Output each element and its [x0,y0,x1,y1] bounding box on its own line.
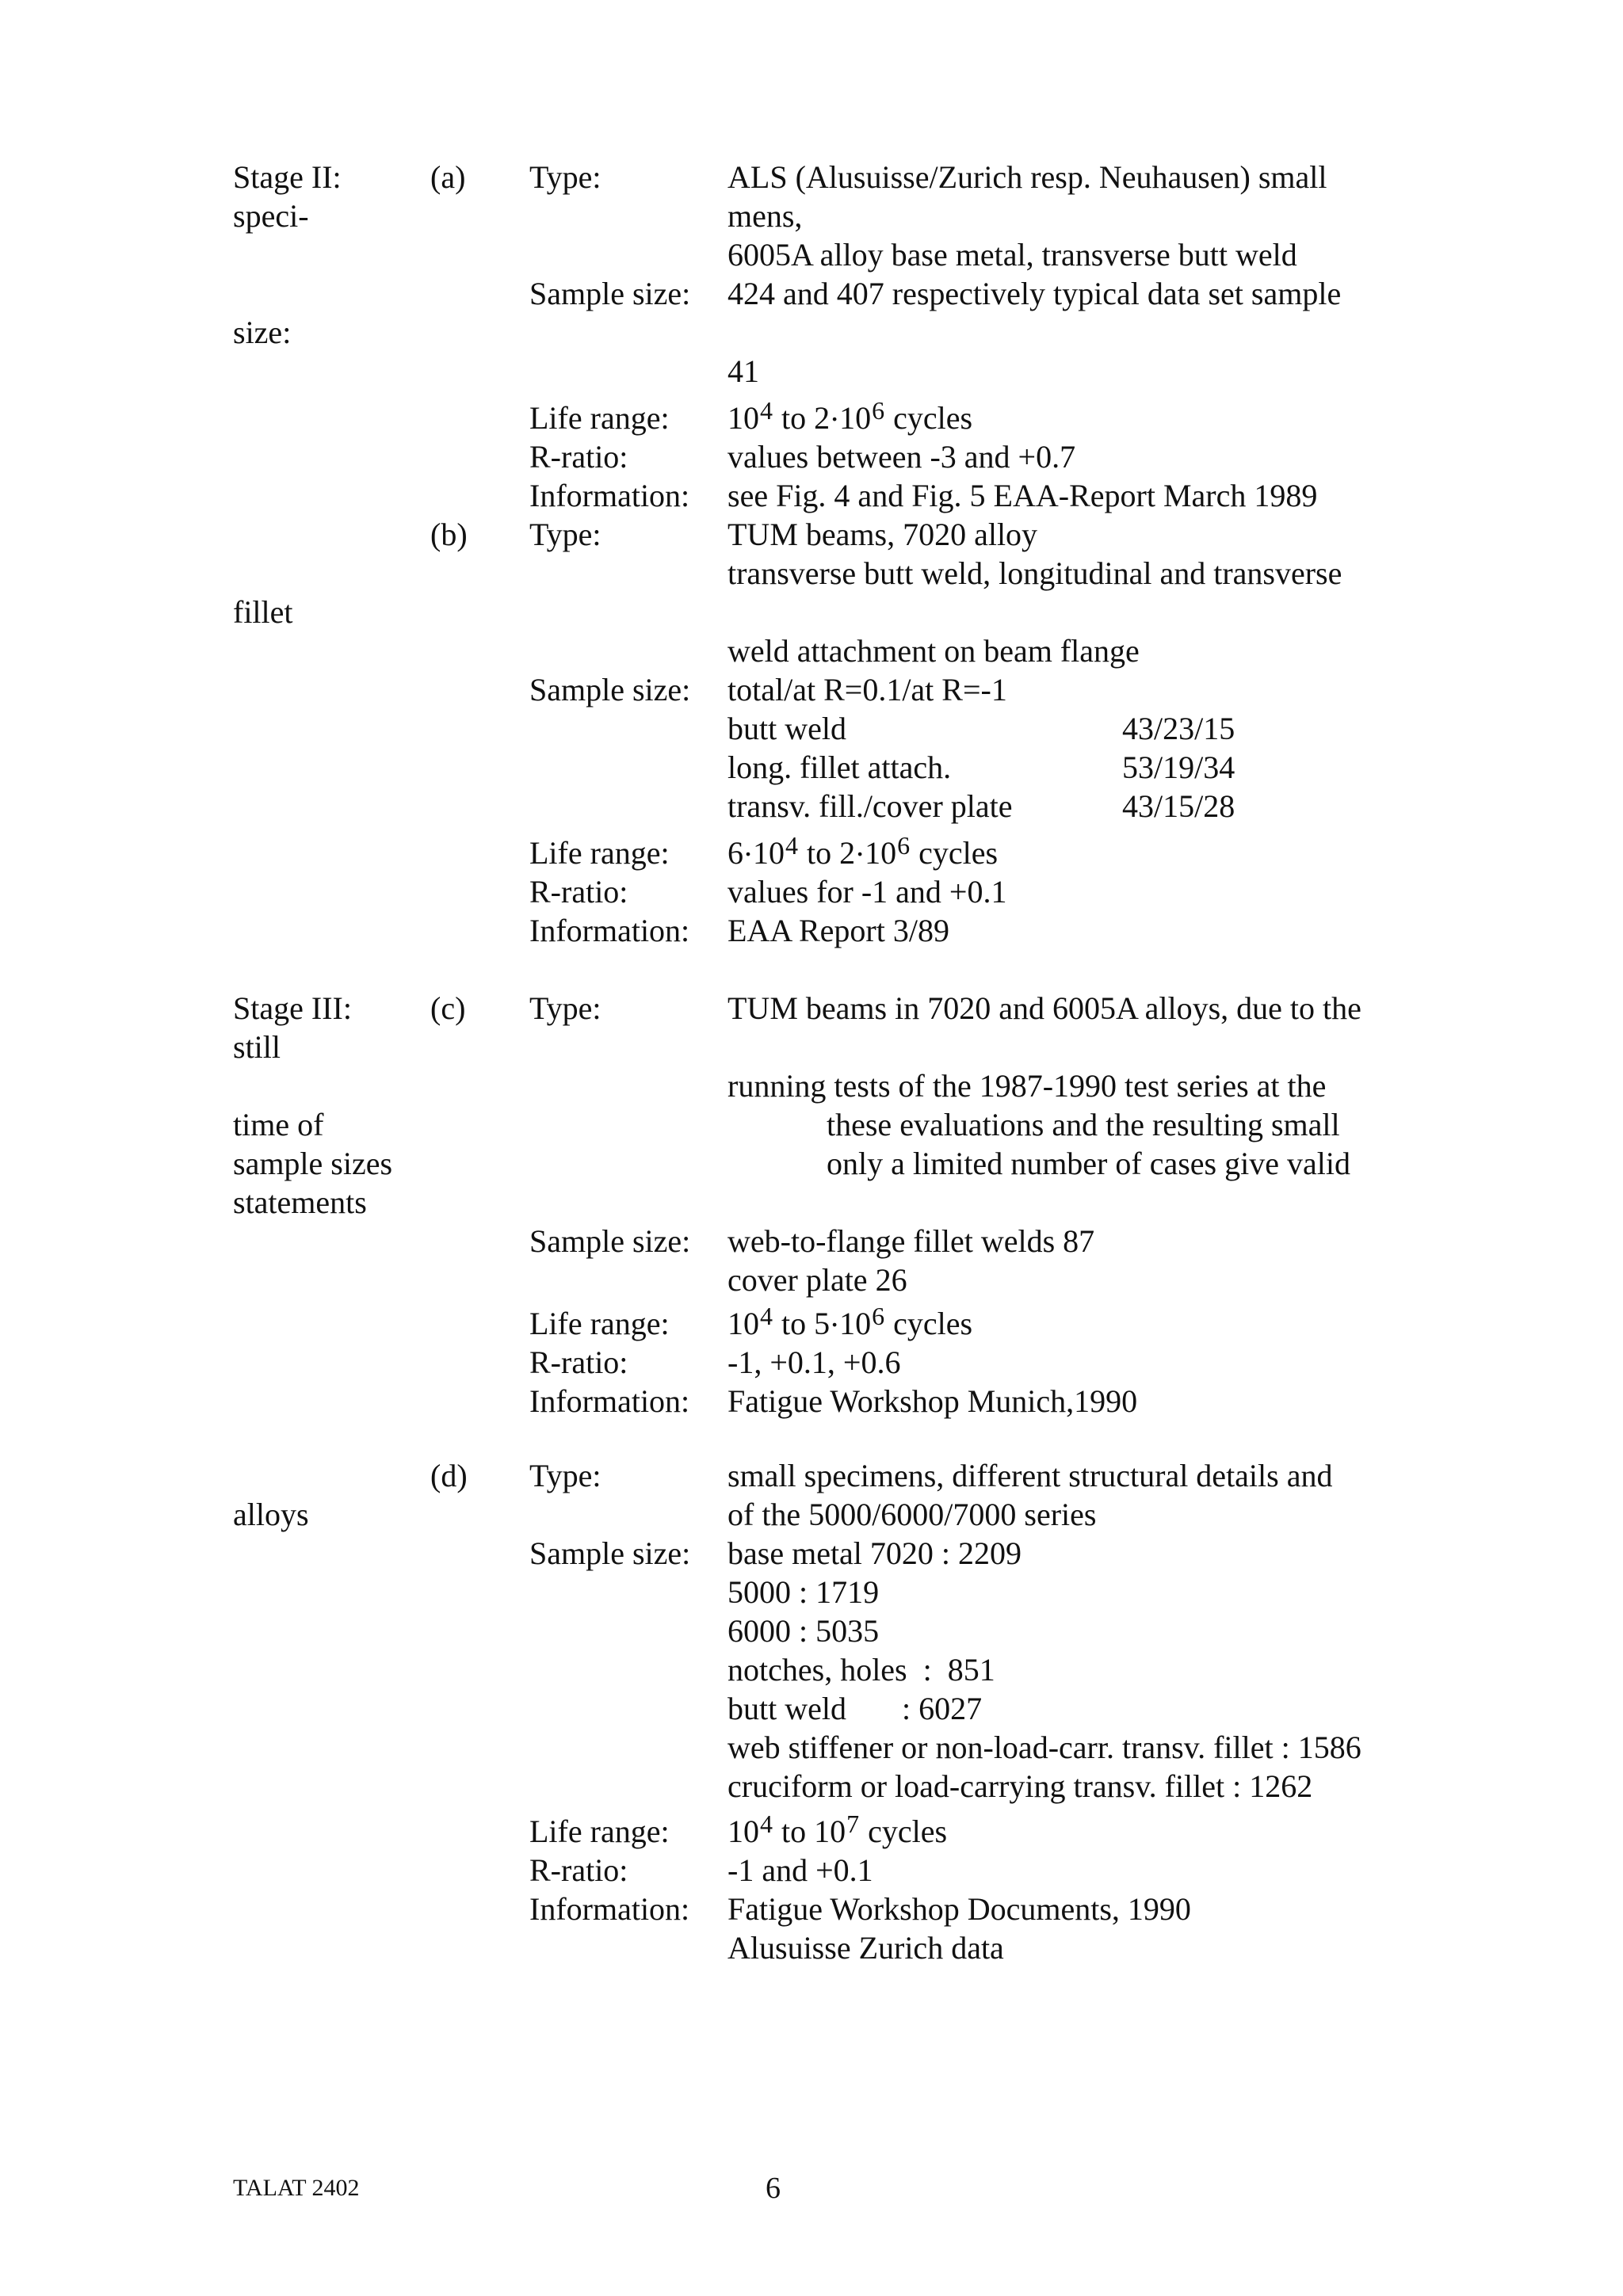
type-value: weld attachment on beam flange [727,633,1140,669]
stage-iii-label: Stage III: [233,990,352,1026]
type-label: Type: [529,1458,601,1493]
sample-row-value: 53/19/34 [1122,749,1235,785]
r-ratio-value: -1, +0.1, +0.6 [727,1344,901,1380]
life-range-label: Life range: [529,400,670,436]
sample-size-value: 6000 : 5035 [727,1613,880,1649]
information-value: EAA Report 3/89 [727,913,949,948]
type-value: these evaluations and the resulting small [827,1107,1340,1142]
page-number: 6 [766,2172,781,2205]
information-value: Fatigue Workshop Documents, 1990 [727,1891,1191,1927]
type-value: 6005A alloy base metal, transverse butt weld [727,237,1297,273]
type-value: mens, [727,198,803,234]
sample-size-label: Sample size: [529,1223,691,1259]
sample-size-value: web stiffener or non-load-carr. transv. fillet : 1586 [727,1730,1361,1765]
r-ratio-value: -1 and +0.1 [727,1852,873,1888]
r-ratio-label: R-ratio: [529,874,628,910]
type-value: of the 5000/6000/7000 series [727,1497,1097,1532]
life-range-label: Life range: [529,1306,670,1341]
stage-ii-label-cont: speci- [233,198,309,234]
type-value: transverse butt weld, longitudinal and transverse [727,555,1342,591]
information-value: see Fig. 4 and Fig. 5 EAA-Report March 1989 [727,478,1318,513]
r-ratio-label: R-ratio: [529,1852,628,1888]
sample-row-value: 43/15/28 [1122,788,1235,824]
sample-size-value: 5000 : 1719 [727,1574,880,1610]
left-note: fillet [233,594,293,630]
sample-row-value: 43/23/15 [1122,711,1235,746]
item-d-marker: (d) [430,1458,468,1493]
life-range-label: Life range: [529,835,670,871]
stage-iii-left-text: sample sizes [233,1146,393,1181]
sample-size-value: 424 and 407 respectively typical data set sample [727,276,1342,311]
sample-row-name: long. fillet attach. [727,749,952,785]
type-label: Type: [529,159,601,195]
left-note: alloys [233,1497,309,1532]
type-value: ALS (Alusuisse/Zurich resp. Neuhausen) small [727,159,1327,195]
sample-size-value: cruciform or load-carrying transv. fillet : 1262 [727,1768,1313,1804]
r-ratio-label: R-ratio: [529,439,628,475]
life-range-value: $10^4$ to 2.10$^6$ cycles [727,392,973,436]
item-c-marker: (c) [430,990,466,1026]
type-label: Type: [529,990,601,1026]
sample-size-value: butt weld : 6027 [727,1691,983,1726]
sample-size-value: notches, holes : 851 [727,1652,995,1688]
stage-iii-left-text: statements [233,1184,367,1220]
sample-size-label: Sample size: [529,276,691,311]
type-value: small specimens, different structural details and [727,1458,1333,1493]
information-label: Information: [529,913,690,948]
r-ratio-label: R-ratio: [529,1344,628,1380]
sample-row-name: butt weld [727,711,846,746]
type-value: only a limited number of cases give valid [827,1146,1350,1181]
information-label: Information: [529,1891,690,1927]
type-value: TUM beams, 7020 alloy [727,517,1038,552]
item-b-marker: (b) [430,517,468,552]
item-a-marker: (a) [430,159,466,195]
sample-size-label: Sample size: [529,1535,691,1571]
information-label: Information: [529,1383,690,1419]
type-value: TUM beams in 7020 and 6005A alloys, due to the [727,990,1361,1026]
sample-size-label: Sample size: [529,672,691,707]
information-value: Fatigue Workshop Munich,1990 [727,1383,1138,1419]
sample-size-header: total/at R=0.1/at R=-1 [727,672,1007,707]
stage-iii-label-cont: still [233,1029,281,1065]
sample-row-name: transv. fill./cover plate [727,788,1013,824]
sample-size-value: cover plate 26 [727,1262,907,1298]
stage-ii-label-cont: size: [233,315,292,350]
r-ratio-value: values for -1 and +0.1 [727,874,1007,910]
life-range-value: $10^4$ to 5.10$^6$ cycles [727,1298,973,1341]
type-value: running tests of the 1987-1990 test series at the [727,1068,1327,1104]
life-range-value: $10^4$ to $10^7$ cycles [727,1810,948,1849]
stage-ii-label: Stage II: [233,159,342,195]
life-range-value: 6.10$^4$ to 2.10$^6$ cycles [727,827,999,871]
sample-size-value: base metal 7020 : 2209 [727,1535,1022,1571]
life-range-label: Life range: [529,1814,670,1849]
stage-iii-left-text: time of [233,1107,324,1142]
footer-doc-id: TALAT 2402 [233,2175,360,2201]
r-ratio-value: values between -3 and +0.7 [727,439,1076,475]
information-label: Information: [529,478,690,513]
sample-size-value: 41 [727,353,759,389]
information-value: Alusuisse Zurich data [727,1930,1004,1966]
type-label: Type: [529,517,601,552]
sample-size-value: web-to-flange fillet welds 87 [727,1223,1095,1259]
